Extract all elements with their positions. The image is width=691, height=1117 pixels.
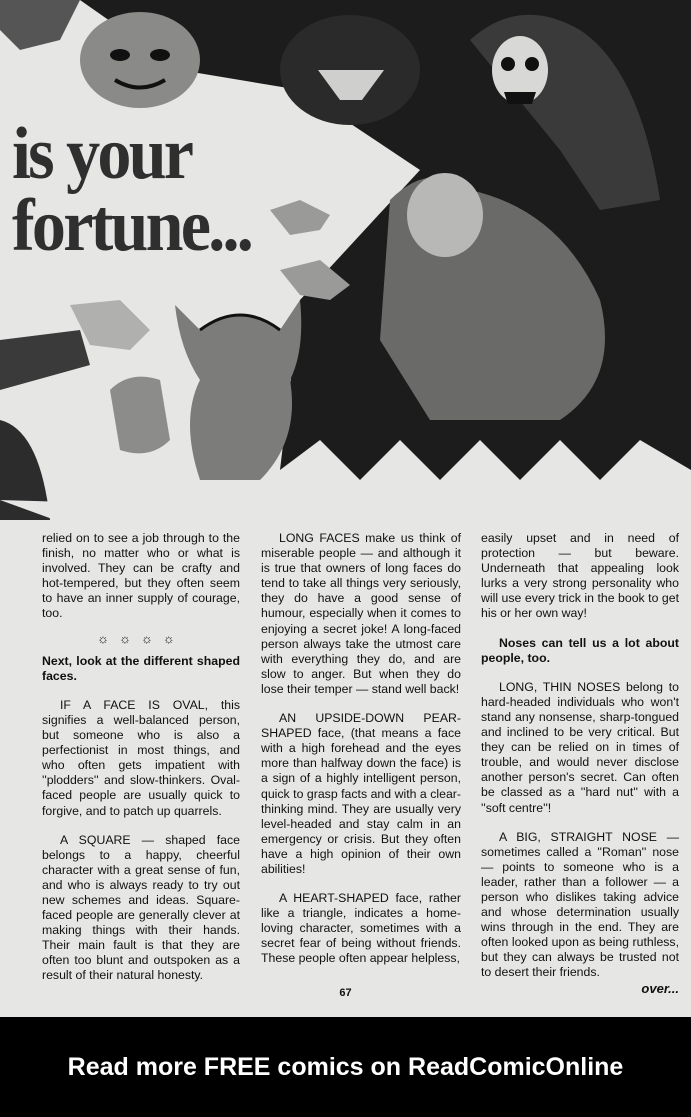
- paragraph-thin-noses: LONG, THIN NOSES belong to hard-headed individuals who won't stand any nonsense, sharp-tongued and inclined to be very critical. But they can be relied on in times of trouble, and would never disclose another person's secret. Can often be classed as a ''hard nut'' with a ''soft centre''!: [481, 679, 679, 815]
- headline-line-2: fortune...: [12, 185, 252, 267]
- promo-banner[interactable]: Read more FREE comics on ReadComicOnline: [0, 1017, 691, 1117]
- paragraph-oval: IF A FACE IS OVAL, this signifies a well-balanced person, but someone who is also a perfectionist in most things, and who often gets impatient with ''plodders'' and slow-thinkers. Oval-faced people are usually quick to forgive, and to patch up quarrels.: [42, 697, 240, 818]
- faces-subhead: Next, look at the different shaped faces.: [42, 653, 240, 683]
- paragraph-heart-shaped: A HEART-SHAPED face, rather like a triangle, indicates a home-loving character, sometimes with a secret fear of being without friends. These people often appear helpless,: [261, 891, 461, 966]
- text-column-3: [481, 531, 679, 996]
- paragraph-long-faces: LONG FACES make us think of miserable people — and although it is true that owners of long faces do tend to take all things very seriously, they do have a good sense of humour, especially when it comes to enjoying a secret joke! A long-faced person always take the utmost care with everything they do, and are slow to anger. But when they do lose their temper — stand well back!: [261, 531, 461, 696]
- noses-subhead: Noses can tell us a lot about people, too.: [481, 635, 679, 665]
- paragraph-pear-shaped: AN UPSIDE-DOWN PEAR-SHAPED face, (that means a face with a high forehead and the eyes more than halfway down the face) is a sign of a highly intelligent person, quick to grasp facts and with a clear-thinking mind. They are usually very level-headed and stay calm in an emergency or crisis. But they often have a high opinion of their own abilities!: [261, 711, 461, 876]
- headline: [12, 113, 252, 267]
- paragraph-intro: relied on to see a job through to the finish, no matter who or what is involved. They can be crafty and hot-tempered, but they often seem to have an inner supply of courage, too.: [42, 531, 240, 621]
- text-column-1: [42, 531, 240, 984]
- continued-label: over...: [641, 980, 679, 996]
- paragraph-heart-cont: easily upset and in need of protection — but beware. Underneath that appealing look lurks a very strong personality who will use every trick in the book to get his or her own way!: [481, 531, 679, 621]
- star-divider-icon: ☼☼☼☼: [97, 630, 185, 646]
- text-column-2: [261, 531, 461, 967]
- paragraph-square: A SQUARE — shaped face belongs to a happy, cheerful character with a great sense of fun, and who is always ready to try out new schemes and ideas. Square-faced people are generally clever at making things with their hands. Their main fault is that they are often too blunt and outspoken as a result of their natural honesty.: [42, 832, 240, 983]
- headline-line-1: is your: [12, 113, 192, 195]
- paragraph-straight-nose: A BIG, STRAIGHT NOSE — sometimes called a ''Roman'' nose — points to someone who is a leader, rather than a follower — a person who dislikes taking advice and whose determination usually wins through in the end. They are often looked upon as being ruthless, but they can always be trusted not to desert their friends.: [481, 829, 679, 980]
- page-number: 67: [339, 987, 352, 999]
